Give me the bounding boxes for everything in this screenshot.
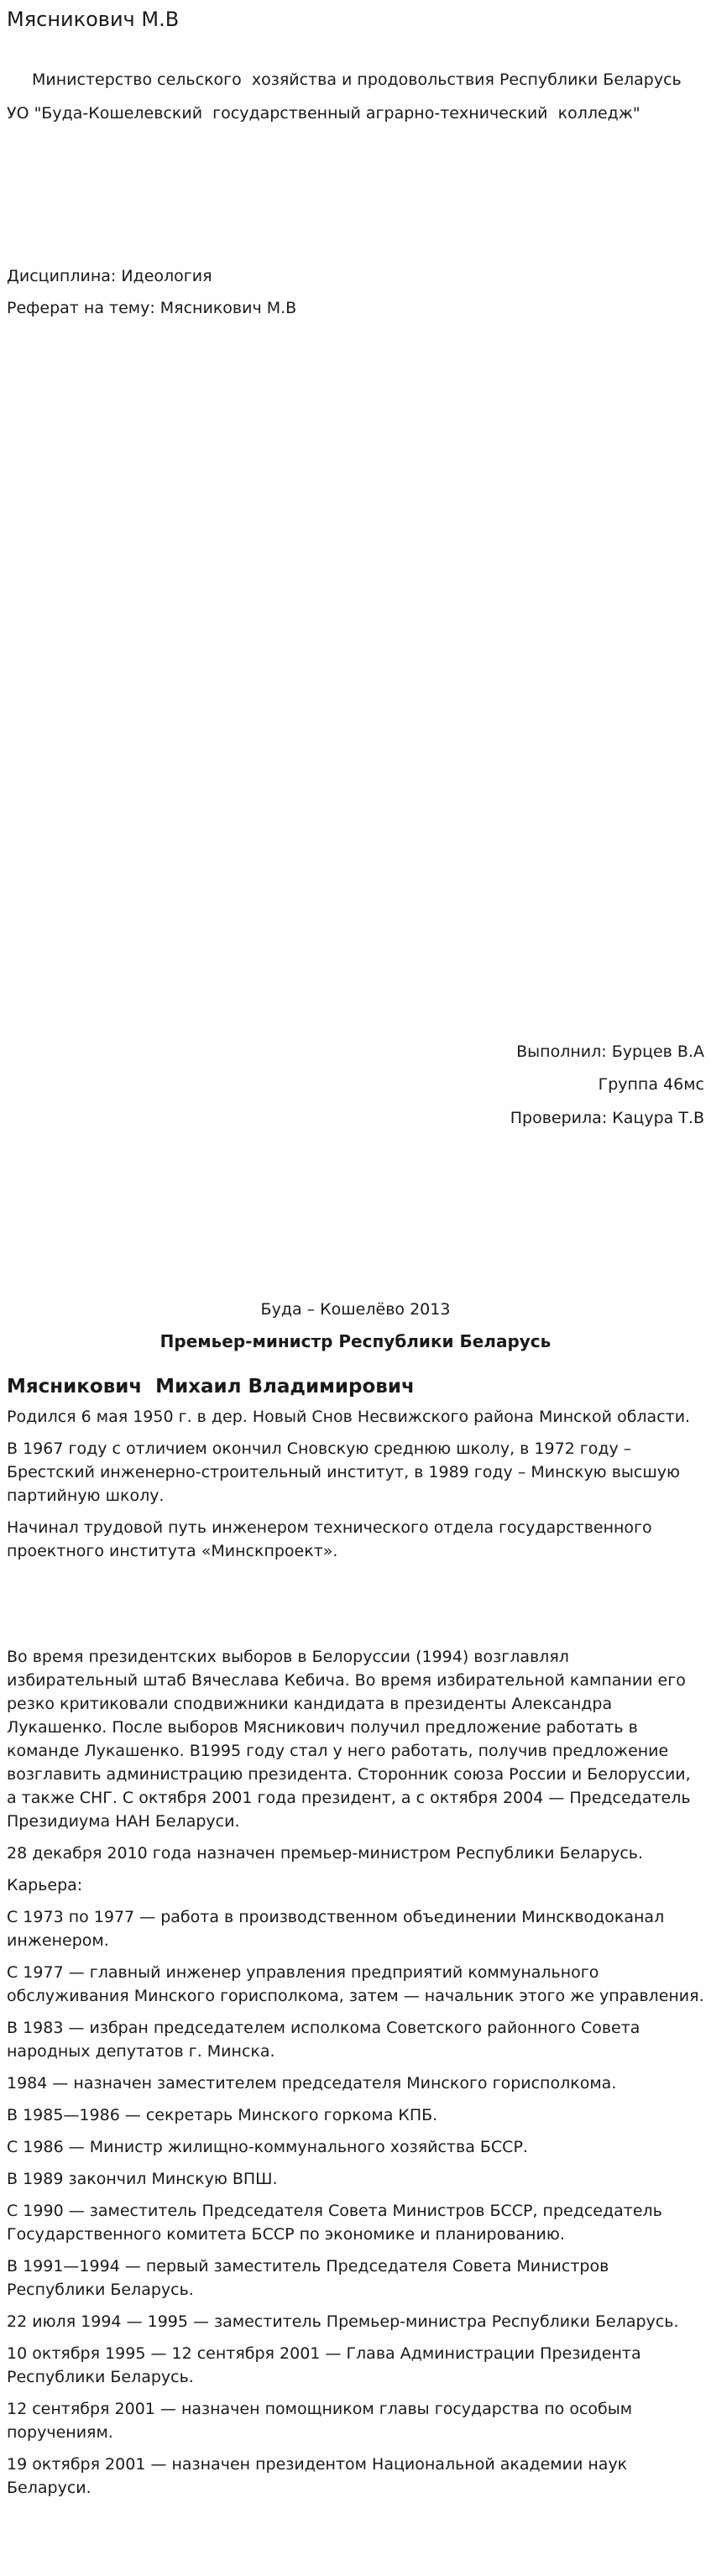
done-by-line: Выполнил: Бурцев В.А [516,1042,704,1061]
bio-career-start: Начинал трудовой путь инженером технического отдела государственного проектного института «Минскпроект». [7,1518,652,1560]
bio-pm-appointment: 28 декабря 2010 года назначен премьер-министром Республики Беларусь. [7,1844,644,1863]
ministry-line: Министерство сельского хозяйства и продовольствия Республики Беларусь [32,71,682,89]
career-item: В 1985—1986 — секретарь Минского горкома КПБ. [7,2106,438,2124]
career-label: Карьера: [7,1876,83,1894]
career-item: С 1977 — главный инженер управления предприятий коммунального обслуживания Минского горисполкома, затем — начальник этого же управления. [7,1963,704,2005]
bio-born: Родился 6 мая 1950 г. в дер. Новый Снов Несвижского района Минской области. [7,1408,691,1426]
career-item: 12 сентября 2001 — назначен помощником главы государства по особым поручениям. [7,2400,633,2442]
career-item: 19 октября 2001 — назначен президентом Национальной академии наук Беларуси. [7,2455,628,2497]
place-year-line: Буда – Кошелёво 2013 [260,1300,451,1319]
career-item: 22 июля 1994 — 1995 — заместитель Премьер-министра Республики Беларусь. [7,2312,679,2331]
topic-line: Реферат на тему: Мясникович М.В [7,299,297,317]
section-heading: Премьер-министр Республики Беларусь [159,1331,552,1351]
career-item: С 1973 по 1977 — работа в производственном объединении Минскводоканал инженером. [7,1908,665,1950]
career-item: С 1990 — заместитель Председателя Совета Министров БССР, председатель Государственного комитета БССР по экономике и планированию. [7,2202,662,2244]
career-list [7,1905,704,2500]
spacer [7,1571,704,1645]
group-line: Группа 46мс [598,1075,704,1094]
biography-section [7,1373,704,2508]
career-item: 1984 — назначен заместителем председателя Минского горисполкома. [7,2074,617,2093]
career-item: В 1983 — избран председателем исполкома Советского районного Совета народных депутатов г. Минска. [7,2019,640,2061]
bio-education: В 1967 году с отличием окончил Сновскую среднюю школу, в 1972 году – Брестский инженерно-строительный институт, в 1989 году – Минскую высшую партийную школу. [7,1440,680,1505]
checked-by-line: Проверила: Кацура Т.В [510,1109,704,1127]
career-item: С 1986 — Министр жилищно-коммунального хозяйства БССР. [7,2138,528,2156]
career-item: 10 октября 1995 — 12 сентября 2001 — Глава Администрации Президента Республики Беларусь. [7,2344,641,2386]
college-line: УО "Буда-Кошелевский государственный аграрно-технический колледж" [7,104,640,123]
career-item: В 1989 закончил Минскую ВПШ. [7,2170,278,2188]
bio-elections: Во время президентских выборов в Белоруссии (1994) возглавлял избирательный штаб Вячеслава Кебича. Во время избирательной кампании его резко критиковали сподвижники кандидата в президенты Александра Лукашенко. После выборов Мясникович получил предложение работать в команде Лукашенко. В1995 году стал у него работать, получив предложение возглавить администрацию президента. Сторонник союза России и Белоруссии, а также СНГ. С октября 2001 года президент, а с октября 2004 — Председатель Президиума НАН Беларуси. [7,1648,691,1831]
document-title: Мясникович М.В [7,8,180,31]
person-name: Мясникович Михаил Владимирович [7,1376,415,1398]
career-item: В 1991—1994 — первый заместитель Председателя Совета Министров Республики Беларусь. [7,2257,609,2299]
discipline-line: Дисциплина: Идеология [7,267,212,285]
